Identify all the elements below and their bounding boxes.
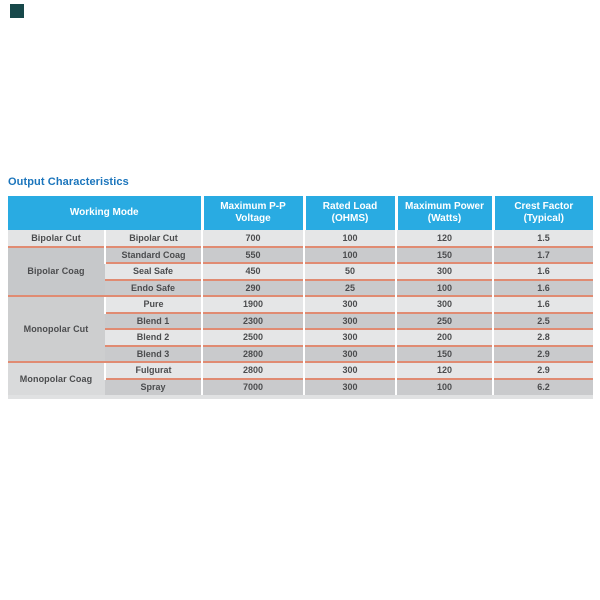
value-cell: 1.6 [493, 296, 593, 313]
column-header-working-mode: Working Mode [8, 196, 202, 230]
mode-cell: Bipolar Cut [105, 230, 202, 247]
mode-cell: Pure [105, 296, 202, 313]
value-cell: 120 [396, 362, 493, 379]
column-header-rated-load: Rated Load (OHMS) [304, 196, 396, 230]
table-row [8, 247, 593, 264]
group-cell: Bipolar Coag [8, 247, 105, 297]
value-cell: 100 [304, 230, 396, 247]
value-cell: 1.6 [493, 263, 593, 280]
value-cell: 1900 [202, 296, 304, 313]
mode-cell: Blend 1 [105, 313, 202, 330]
mode-cell: Standard Coag [105, 247, 202, 264]
value-cell: 250 [396, 313, 493, 330]
value-cell: 1.7 [493, 247, 593, 264]
value-cell: 100 [396, 280, 493, 297]
table-row [8, 230, 593, 247]
value-cell: 300 [304, 346, 396, 363]
value-cell: 2.9 [493, 346, 593, 363]
value-cell: 300 [304, 296, 396, 313]
value-cell: 300 [304, 362, 396, 379]
value-cell: 1.5 [493, 230, 593, 247]
value-cell: 300 [304, 329, 396, 346]
value-cell: 300 [396, 263, 493, 280]
value-cell: 6.2 [493, 379, 593, 396]
value-cell: 150 [396, 346, 493, 363]
value-cell: 300 [304, 313, 396, 330]
value-cell: 2500 [202, 329, 304, 346]
value-cell: 150 [396, 247, 493, 264]
table-row [8, 362, 593, 379]
column-header-max-pp-voltage: Maximum P-P Voltage [202, 196, 304, 230]
value-cell: 2.9 [493, 362, 593, 379]
value-cell: 200 [396, 329, 493, 346]
value-cell: 2800 [202, 362, 304, 379]
value-cell: 1.6 [493, 280, 593, 297]
mode-cell: Spray [105, 379, 202, 396]
value-cell: 290 [202, 280, 304, 297]
logo-mark [10, 4, 24, 18]
value-cell: 50 [304, 263, 396, 280]
column-header-max-power: Maximum Power (Watts) [396, 196, 493, 230]
value-cell: 300 [396, 296, 493, 313]
mode-cell: Blend 2 [105, 329, 202, 346]
value-cell: 700 [202, 230, 304, 247]
mode-cell: Seal Safe [105, 263, 202, 280]
value-cell: 120 [396, 230, 493, 247]
group-cell: Monopolar Coag [8, 362, 105, 395]
mode-cell: Fulgurat [105, 362, 202, 379]
column-header-crest-factor: Crest Factor (Typical) [493, 196, 593, 230]
value-cell: 450 [202, 263, 304, 280]
section-title: Output Characteristics [8, 176, 129, 188]
output-characteristics-table [8, 196, 593, 399]
mode-cell: Endo Safe [105, 280, 202, 297]
header-row [8, 196, 593, 230]
value-cell: 2.8 [493, 329, 593, 346]
group-cell: Monopolar Cut [8, 296, 105, 362]
value-cell: 100 [304, 247, 396, 264]
value-cell: 7000 [202, 379, 304, 396]
value-cell: 2800 [202, 346, 304, 363]
value-cell: 2300 [202, 313, 304, 330]
value-cell: 25 [304, 280, 396, 297]
group-cell: Bipolar Cut [8, 230, 105, 247]
value-cell: 550 [202, 247, 304, 264]
value-cell: 2.5 [493, 313, 593, 330]
value-cell: 300 [304, 379, 396, 396]
table-row [8, 296, 593, 313]
mode-cell: Blend 3 [105, 346, 202, 363]
table-bottom-edge [8, 395, 593, 399]
value-cell: 100 [396, 379, 493, 396]
